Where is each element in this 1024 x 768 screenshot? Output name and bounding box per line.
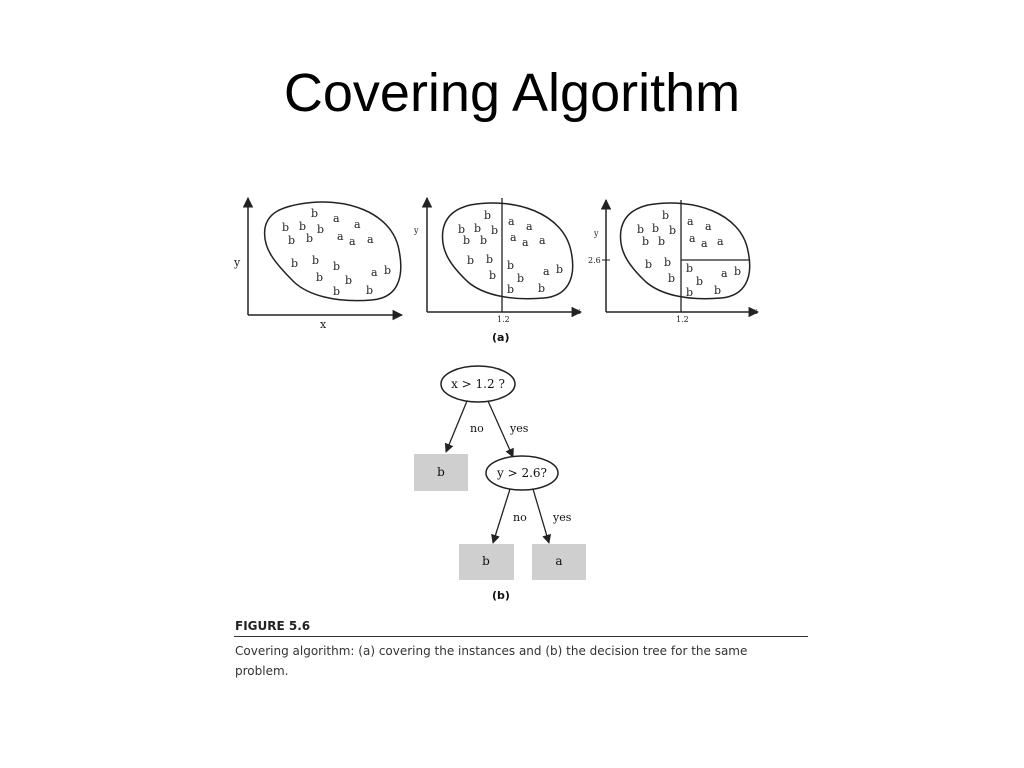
instance-point: a xyxy=(522,236,529,249)
edge-label-no: no xyxy=(513,511,527,524)
instance-point: b xyxy=(507,283,515,296)
instance-point: b xyxy=(299,220,307,233)
x-axis-label: x xyxy=(576,307,581,316)
x-axis-label: x xyxy=(753,307,758,316)
edge-label-yes: yes xyxy=(553,511,572,524)
instance-point: b xyxy=(345,274,353,287)
edge-label-no: no xyxy=(470,422,484,435)
instance-point: b xyxy=(507,259,515,272)
decision-tree xyxy=(414,366,586,580)
figure-label: FIGURE 5.6 xyxy=(235,619,311,633)
instance-point: a xyxy=(717,235,724,248)
instance-point: b xyxy=(668,272,676,285)
instance-point: a xyxy=(539,234,546,247)
panel-caption-b: (b) xyxy=(492,589,510,602)
instance-point: b xyxy=(311,207,319,220)
leaf-node-label: b xyxy=(482,554,490,568)
instance-point: b xyxy=(664,256,672,269)
instance-point: b xyxy=(306,232,314,245)
instance-point: b xyxy=(662,209,670,222)
instance-point: b xyxy=(333,260,341,273)
instance-point: b xyxy=(637,223,645,236)
edge-child-no xyxy=(493,489,510,543)
instance-point: b xyxy=(734,265,742,278)
instance-point: b xyxy=(642,235,650,248)
instance-point: b xyxy=(467,254,475,267)
leaf-node-label: b xyxy=(437,465,445,479)
instance-point: b xyxy=(288,234,296,247)
panel-caption-a: (a) xyxy=(492,331,510,344)
instance-point: b xyxy=(645,258,653,271)
instance-point: b xyxy=(463,234,471,247)
instance-point: a xyxy=(526,220,533,233)
instances-2 xyxy=(458,209,563,296)
instances-1 xyxy=(282,207,391,298)
scatter-panel-1 xyxy=(233,198,402,331)
instance-point: b xyxy=(366,284,374,297)
instance-point: a xyxy=(510,231,517,244)
instance-point: b xyxy=(556,263,564,276)
instance-point: a xyxy=(337,230,344,243)
instance-point: b xyxy=(669,224,677,237)
instance-point: a xyxy=(333,212,340,225)
instance-point: b xyxy=(316,271,324,284)
instance-point: b xyxy=(474,222,482,235)
root-node-label: x > 1.2 ? xyxy=(451,377,505,391)
edge-root-no xyxy=(446,401,467,452)
scatter-panel-2 xyxy=(413,198,581,324)
instance-point: b xyxy=(517,272,525,285)
instance-point: b xyxy=(480,234,488,247)
instance-point: a xyxy=(721,267,728,280)
instance-point: a xyxy=(689,232,696,245)
instance-point: a xyxy=(705,220,712,233)
child-node-label: y > 2.6? xyxy=(497,466,547,480)
y-axis-label: y xyxy=(414,226,419,235)
instance-point: b xyxy=(333,285,341,298)
instance-point: b xyxy=(652,222,660,235)
instance-point: b xyxy=(458,223,466,236)
instance-point: b xyxy=(282,221,290,234)
instance-point: b xyxy=(696,275,704,288)
instance-point: b xyxy=(484,209,492,222)
instance-point: a xyxy=(371,266,378,279)
x-axis-label: x xyxy=(320,318,327,331)
scatter-panel-3 xyxy=(588,200,758,324)
instance-point: b xyxy=(686,286,694,299)
instance-point: b xyxy=(538,282,546,295)
instance-point: b xyxy=(486,253,494,266)
instance-point: a xyxy=(543,265,550,278)
instance-point: b xyxy=(658,235,666,248)
figure-rule xyxy=(234,636,808,637)
instance-point: b xyxy=(491,224,499,237)
instance-point: b xyxy=(384,264,392,277)
instance-point: b xyxy=(686,262,694,275)
instances-3 xyxy=(637,209,741,299)
leaf-node-label: a xyxy=(555,554,563,568)
slide-title: Covering Algorithm xyxy=(283,63,741,123)
x-split-tick-label: 1.2 xyxy=(497,315,510,324)
instance-point: b xyxy=(317,223,325,236)
instance-point: b xyxy=(312,254,320,267)
x-split-tick-label: 1.2 xyxy=(676,315,689,324)
y-axis-label: y xyxy=(234,256,241,269)
instance-point: b xyxy=(489,269,497,282)
instance-point: a xyxy=(701,237,708,250)
edge-child-yes xyxy=(533,489,549,543)
instance-point: a xyxy=(354,218,361,231)
instance-point: a xyxy=(349,235,356,248)
y-axis-label: y xyxy=(594,229,599,238)
instance-point: a xyxy=(508,215,515,228)
figure-caption: Covering algorithm: (a) covering the instances and (b) the decision tree for the same problem. xyxy=(235,644,748,678)
y-split-tick-label: 2.6 xyxy=(588,256,601,265)
instance-point: a xyxy=(687,215,694,228)
edge-label-yes: yes xyxy=(510,422,529,435)
instance-point: a xyxy=(367,233,374,246)
instance-point: b xyxy=(291,257,299,270)
instance-region xyxy=(620,203,749,299)
instance-point: b xyxy=(714,284,722,297)
